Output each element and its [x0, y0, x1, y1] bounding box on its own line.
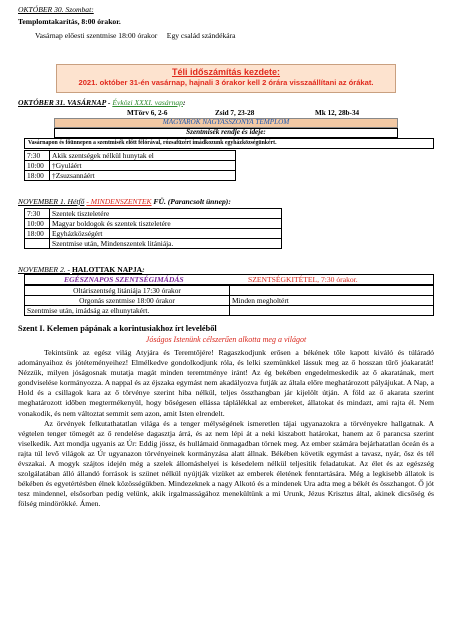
notice-text: 2021. október 31-én vasárnap, hajnali 3 órakor kell 2 órára visszaállítani az órákat. — [78, 78, 374, 87]
cell-right — [230, 306, 434, 316]
oct30-vigil-mass: Vasárnap előesti szentmise 18:00 órakor Egy család szándékára — [35, 31, 236, 40]
cell-left: Szentmise után, imádság az elhunytakért. — [25, 306, 230, 316]
oct31-heading — [18, 98, 186, 108]
daylight-saving-notice — [56, 64, 396, 93]
mass-order-title: Szentmisék rendje és ideje: — [186, 128, 266, 136]
letter-subtitle: Jóságos Istenünk célszerűen alkotta meg a világot — [145, 335, 307, 344]
letter-paragraph-1: Tekintsünk az egész világ Atyjára és Teremtőjére! Ragaszkodjunk erősen a békének tőle kapott kiváló és túláradó adományaihoz és jótéteményeihez! Elmélkedve gondolkodjunk róla, és lelki szemünkkel lássuk meg az ő hosszan tűrő jóakaratát! Nézzük, milyen jóságosnak mutatja magát minden teremtménye iránt! Az ég bekében engedelmeskedik az ő akaratának, mert gondviselése kormányozza. A nappal és az éjszaka egymást nem akadályozva futják az általa előre meghatározott pályájukat. A Nap, a Hold és a csillagok kara az ő törvénye szerint hiba nélkül, teljes összhangban jár kijelölt útján. A föld az ő akarata szerint meghatározott időben megtermékenyül, hogy bőségesen ellássa táplálékkal az embereket, állatokat és mindazt, ami rajta él. Nem vonakodik, és nem változtat semmit sem azon, amit Isten elrendelt. — [18, 348, 434, 418]
letter-title: Szent I. Kelemen pápának a korintusiakhoz írt leveléből — [18, 324, 217, 333]
mass-time: 10:00 — [25, 161, 50, 171]
nov2-colon: : — [142, 265, 145, 274]
mass-intention: †Gyuláért — [50, 161, 236, 171]
oct31-name: Évközi XXXI. vasárnap — [112, 98, 183, 107]
reading-3: Mk 12, 28b-34 — [315, 109, 360, 117]
cell-right — [230, 286, 434, 296]
nov1-mass-table — [24, 208, 282, 249]
cell-left: Oltáriszentség litániája 17:30 órakor — [25, 286, 230, 296]
mass-time: 7:30 — [25, 151, 50, 161]
oct31-mass-table — [24, 150, 236, 181]
mass-time: 18:00 — [25, 171, 50, 181]
oct31-sep: - — [105, 98, 113, 107]
oct30-date: OKTÓBER 30. Szombat: — [18, 5, 94, 14]
table-row — [25, 239, 282, 249]
table-row — [25, 151, 236, 161]
mass-intention: Szentmise után, Mindenszentek litániája. — [50, 239, 282, 249]
mass-intention: Akik szentségek nélkül hunytak el — [50, 151, 236, 161]
reading-1: MTörv 6, 2-6 — [127, 109, 168, 117]
table-row — [25, 171, 236, 181]
church-name: MAGYAROK NAGYASSZONYA TEMPLOM — [162, 118, 290, 126]
cell-left: Orgonás szentmise 18:00 órakor — [25, 296, 230, 306]
nov2-mass-table — [24, 285, 434, 316]
adoration-title: EGÉSZNAPOS SZENTSÉGIMÁDÁS — [64, 275, 184, 284]
mass-intention: Szentek tiszteletére — [50, 209, 282, 219]
mass-time: 18:00 — [25, 229, 50, 239]
letter-paragraph-2: Az örvények felkutathatatlan világa és a tenger mélységének ismeretlen tájai ugyanazokra a törvényekre hallgatnak. A végtelen tenger tömegét az ő rendelése dagasztja árrá, és az nem lépi át a neki kiszabott határokat, hanem az ő parancsa szerint viselkedik. Azt mondja ugyanis az Úr: Eddig jössz, és hullámaid önmagadban törnek meg. Az ember számára bejárhatatlan óceán és a rajta túl levő világok az Úr ugyanazon törvényeinek kormányzása alatt állnak. Békében követik egymást a tavasz, nyár, ősz és tél évszakai. A mogyk szájtos idején még a szelek állomáshelyei is késedelem nélkül teljesítik feladatukat. Az élet és az egészség szolgálatában álló állandó források is szünet nélkül nyújtják vizüket az emberek életének fenntartására. Még a legkisebb állatok is békében és egyetértésben élnek közösségükben. Mindezeknek a nagy Alkotó és a mindenek Ura adta meg a békét és összhangot. Ő jót tesz mindennel, elsősorban pedig velünk, akik irgalmasságához menekültünk a mi Urunk, Jézus Krisztus által, akinek dicsőség és fölség mindörökké. Ámen. — [18, 418, 434, 509]
mass-intention: Egyházközségért — [50, 229, 282, 239]
table-row — [25, 306, 434, 316]
nov1-heading — [18, 197, 231, 207]
oct30-cleaning: Templomtakarítás, 8:00 órakor. — [18, 17, 121, 26]
rosary-info: Vasárnapon és főünnepen a szentmisék előtt félórával, rózsafüzért imádkozunk egyházközségünkért. — [28, 140, 277, 146]
table-row — [25, 296, 434, 306]
mass-time — [25, 239, 50, 249]
nov1-date: NOVEMBER 1. Hétfő — [18, 197, 85, 206]
nov1-rest: FÜ. (Parancsolt ünnep): — [151, 197, 231, 206]
cell-right: Minden megholtért — [230, 296, 434, 306]
table-row — [25, 286, 434, 296]
exposition-text: SZENTSÉGKITÉTEL, 7:30 órakor. — [248, 275, 358, 284]
nov1-name: - MINDENSZENTEK — [86, 197, 152, 206]
mass-intention: Magyar boldogok és szentek tiszteletére — [50, 219, 282, 229]
letter-body — [18, 348, 434, 510]
nov2-date: NOVEMBER 2. - — [18, 265, 71, 274]
table-row — [25, 219, 282, 229]
table-row — [25, 229, 282, 239]
reading-2: Zsid 7, 23-28 — [215, 109, 255, 117]
oct31-date: OKTÓBER 31. VASÁRNAP — [18, 98, 106, 107]
mass-time: 7:30 — [25, 209, 50, 219]
nov2-name: HALOTTAK NAPJA — [72, 265, 143, 274]
table-row — [25, 209, 282, 219]
table-row — [25, 161, 236, 171]
mass-time: 10:00 — [25, 219, 50, 229]
mass-intention: †Zsuzsannáért — [50, 171, 236, 181]
oct31-colon: : — [182, 98, 186, 107]
notice-title: Téli időszámítás kezdete: — [171, 67, 281, 77]
